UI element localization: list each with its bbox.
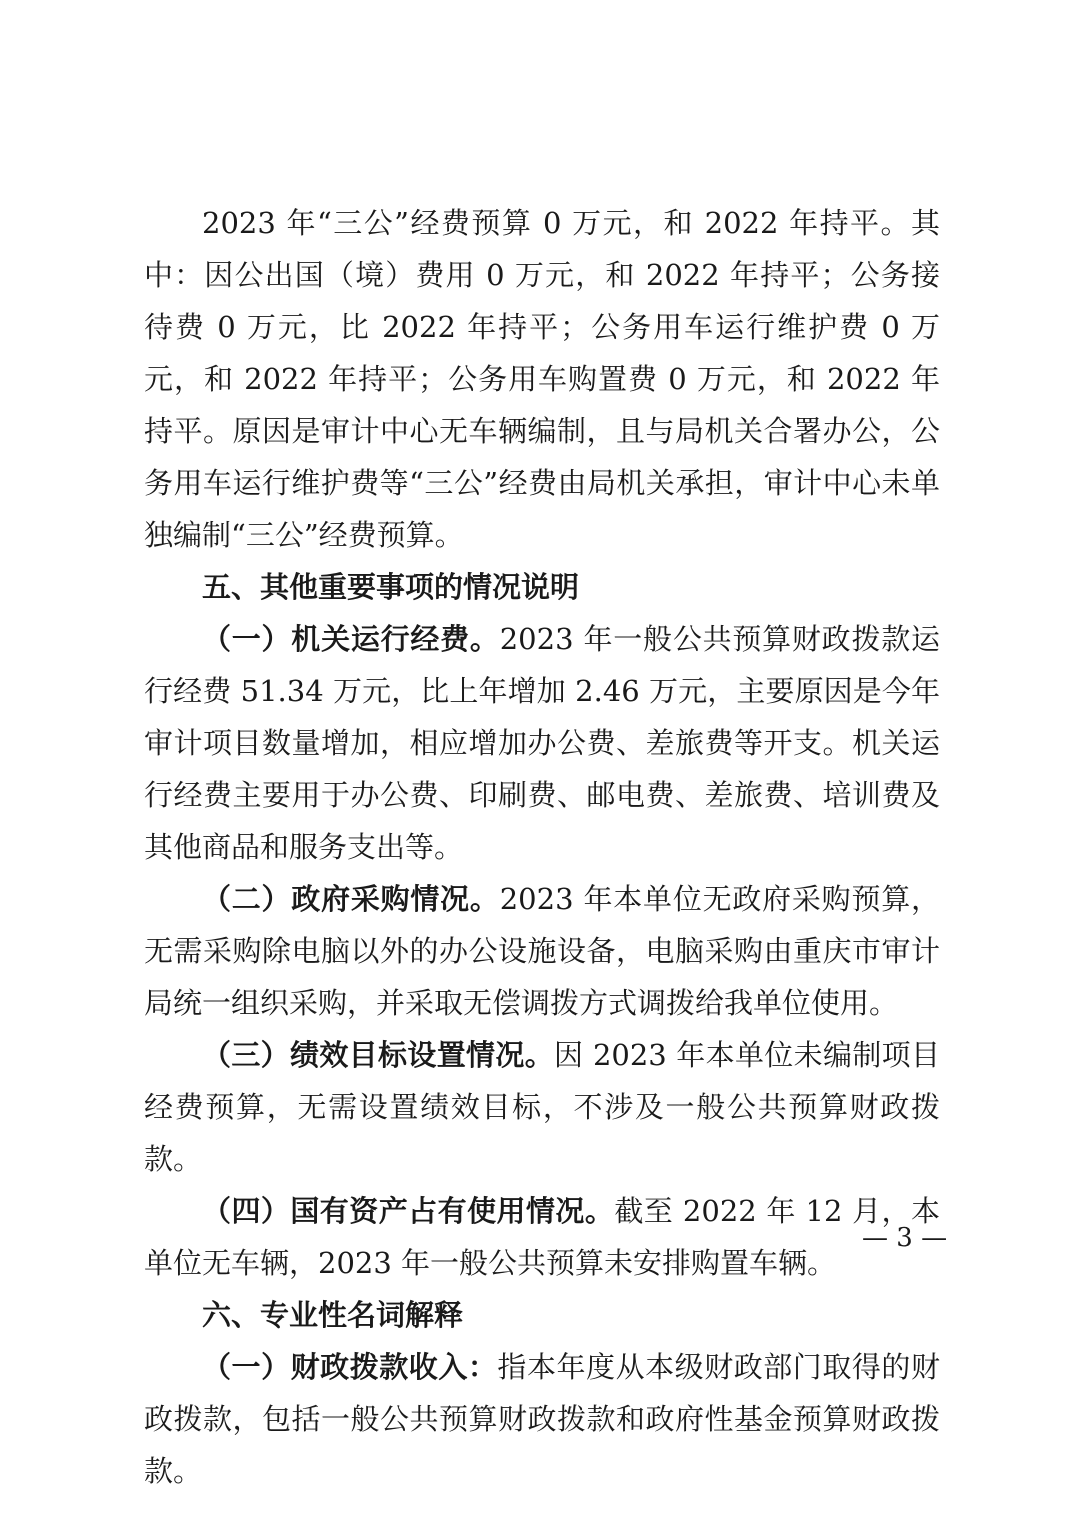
item-lead: （三）绩效目标设置情况。 — [202, 1038, 555, 1072]
item-operating-expenses — [144, 613, 940, 873]
document-body — [144, 197, 940, 1497]
page-number: — 3 — — [862, 1223, 948, 1253]
item-text: 截至 2022 年 12 月，本单位无车辆，2023 年一般公共预算未安排购置车辆。 — [144, 1194, 940, 1280]
term-text: 指本年度从本级财政部门取得的财政拨款，包括一般公共预算财政拨款和政府性基金预算财政拨款。 — [144, 1350, 940, 1488]
term-lead: （一）财政拨款收入： — [202, 1350, 498, 1384]
item-lead: （一）机关运行经费。 — [202, 622, 500, 656]
item-text: 因 2023 年本单位未编制项目经费预算，无需设置绩效目标，不涉及一般公共预算财政拨款。 — [144, 1038, 940, 1176]
item-lead: （二）政府采购情况。 — [202, 882, 500, 916]
item-text: 2023 年本单位无政府采购预算，无需采购除电脑以外的办公设施设备，电脑采购由重庆市审计局统一组织采购，并采取无偿调拨方式调拨给我单位使用。 — [144, 882, 940, 1020]
heading-other-matters: 五、其他重要事项的情况说明 — [202, 570, 580, 604]
item-state-assets — [144, 1185, 940, 1289]
heading-terminology: 六、专业性名词解释 — [202, 1298, 464, 1332]
item-performance-targets — [144, 1029, 940, 1185]
item-government-procurement — [144, 873, 940, 1029]
item-lead: （四）国有资产占有使用情况。 — [202, 1194, 615, 1228]
item-text: 2023 年一般公共预算财政拨款运行经费 51.34 万元，比上年增加 2.46 万元，主要原因是今年审计项目数量增加，相应增加办公费、差旅费等开支。机关运行经费主要用于办公费、印刷费、邮电费、差旅费、培训费及其他商品和服务支出等。 — [144, 622, 940, 864]
san-gong-paragraph: 2023 年“三公”经费预算 0 万元，和 2022 年持平。其中：因公出国（境）费用 0 万元，和 2022 年持平；公务接待费 0 万元，比 2022 年持平；公务用车运行维护费 0 万元，和 2022 年持平；公务用车购置费 0 万元，和 2022 年持平。原因是审计中心无车辆编制，且与局机关合署办公，公务用车运行维护费等“三公”经费由局机关承担，审计中心未单独编制“三公”经费预算。 — [144, 206, 940, 552]
term-fiscal-appropriation — [144, 1341, 940, 1497]
